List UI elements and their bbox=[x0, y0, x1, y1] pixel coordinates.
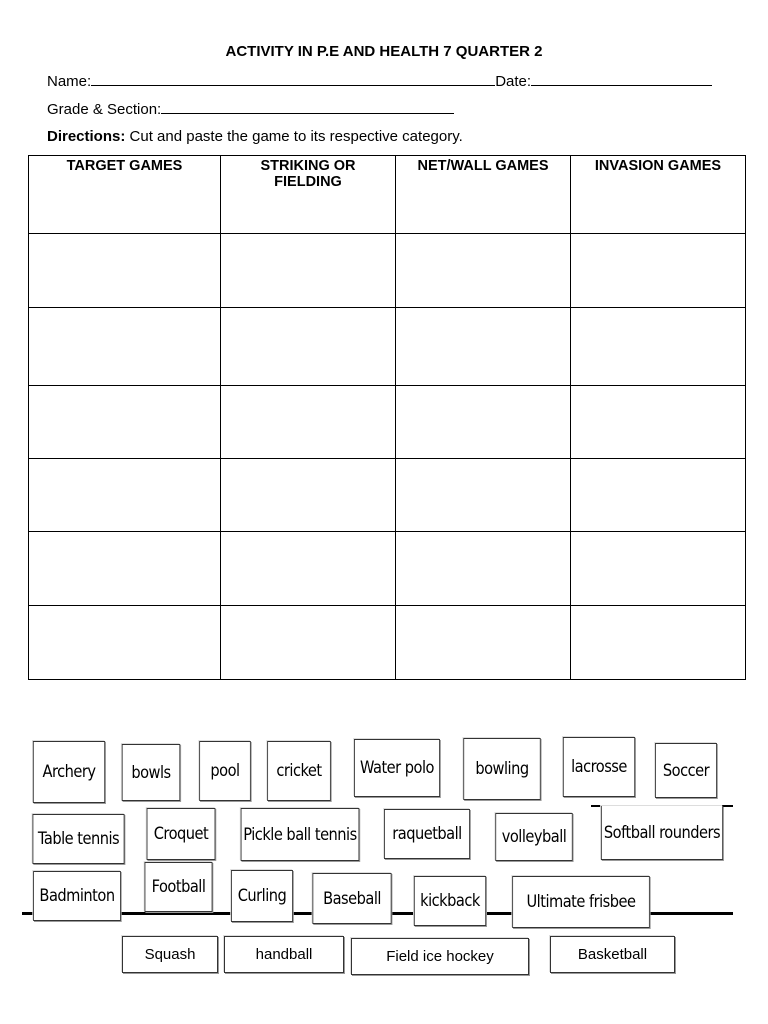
game-card-raquetball[interactable]: raquetball bbox=[384, 809, 470, 859]
column-header-striking-fielding: STRIKING OR FIELDING bbox=[221, 156, 396, 234]
grade-label: Grade & Section: bbox=[47, 101, 162, 118]
game-card-croquet[interactable]: Croquet bbox=[147, 808, 216, 860]
game-card-bowling[interactable]: bowling bbox=[463, 738, 540, 800]
table-cell[interactable] bbox=[29, 308, 221, 386]
table-cell[interactable] bbox=[396, 532, 571, 606]
game-card-soccer[interactable]: Soccer bbox=[655, 743, 717, 798]
game-card-volleyball[interactable]: volleyball bbox=[495, 813, 572, 861]
worksheet-title: ACTIVITY IN P.E AND HEALTH 7 QUARTER 2 bbox=[225, 43, 543, 60]
table-cell[interactable] bbox=[396, 459, 571, 532]
table-cell[interactable] bbox=[571, 532, 746, 606]
game-card-table-tennis[interactable]: Table tennis bbox=[32, 814, 124, 864]
name-blank[interactable] bbox=[91, 71, 495, 86]
table-cell[interactable] bbox=[221, 234, 396, 308]
table-cell[interactable] bbox=[29, 606, 221, 680]
game-card-cricket[interactable]: cricket bbox=[267, 741, 331, 801]
game-card-squash[interactable]: Squash bbox=[122, 936, 218, 973]
game-card-ultimate-frisbee[interactable]: Ultimate frisbee bbox=[512, 876, 650, 928]
table-cell[interactable] bbox=[396, 386, 571, 459]
date-label: Date: bbox=[495, 73, 532, 90]
game-card-football[interactable]: Football bbox=[145, 862, 213, 912]
table-cell[interactable] bbox=[396, 234, 571, 308]
table-row bbox=[29, 606, 746, 680]
table-cell[interactable] bbox=[29, 459, 221, 532]
directions-label: Directions: bbox=[47, 128, 126, 145]
table-row bbox=[29, 459, 746, 532]
table-cell[interactable] bbox=[396, 308, 571, 386]
game-card-basketball[interactable]: Basketball bbox=[550, 936, 675, 973]
table-cell[interactable] bbox=[571, 459, 746, 532]
directions-line bbox=[47, 128, 463, 145]
table-cell[interactable] bbox=[221, 386, 396, 459]
game-card-softball-rounders[interactable]: Softball rounders bbox=[601, 806, 723, 860]
game-card-water-polo[interactable]: Water polo bbox=[354, 739, 440, 797]
game-card-curling[interactable]: Curling bbox=[231, 870, 293, 922]
grade-blank[interactable] bbox=[161, 99, 454, 114]
table-cell[interactable] bbox=[221, 532, 396, 606]
game-card-handball[interactable]: handball bbox=[224, 936, 344, 973]
table-row bbox=[29, 234, 746, 308]
column-header-net-wall-games: NET/WALL GAMES bbox=[396, 156, 571, 234]
table-cell[interactable] bbox=[29, 386, 221, 459]
table-cell[interactable] bbox=[571, 234, 746, 308]
grade-line bbox=[47, 99, 454, 118]
table-cell[interactable] bbox=[571, 386, 746, 459]
table-cell[interactable] bbox=[221, 308, 396, 386]
game-card-kickback[interactable]: kickback bbox=[414, 876, 486, 926]
table-cell[interactable] bbox=[571, 606, 746, 680]
game-card-archery[interactable]: Archery bbox=[33, 741, 105, 803]
table-cell[interactable] bbox=[571, 308, 746, 386]
game-card-pool[interactable]: pool bbox=[199, 741, 251, 801]
table-cell[interactable] bbox=[396, 606, 571, 680]
game-card-baseball[interactable]: Baseball bbox=[312, 873, 391, 924]
table-row bbox=[29, 386, 746, 459]
game-card-bowls[interactable]: bowls bbox=[122, 744, 180, 801]
date-blank[interactable] bbox=[531, 71, 712, 86]
name-line bbox=[47, 71, 712, 90]
table-row bbox=[29, 532, 746, 606]
table-row bbox=[29, 308, 746, 386]
directions-text: Cut and paste the game to its respective category. bbox=[125, 128, 463, 145]
table-cell[interactable] bbox=[221, 606, 396, 680]
column-header-target-games: TARGET GAMES bbox=[29, 156, 221, 234]
table-cell[interactable] bbox=[221, 459, 396, 532]
table-cell[interactable] bbox=[29, 234, 221, 308]
category-table bbox=[28, 155, 746, 680]
game-card-badminton[interactable]: Badminton bbox=[33, 871, 121, 921]
game-card-field-ice-hockey[interactable]: Field ice hockey bbox=[351, 938, 529, 975]
game-card-pickle-ball-tennis[interactable]: Pickle ball tennis bbox=[241, 808, 360, 861]
table-cell[interactable] bbox=[29, 532, 221, 606]
game-card-lacrosse[interactable]: lacrosse bbox=[563, 737, 635, 797]
column-header-invasion-games: INVASION GAMES bbox=[571, 156, 746, 234]
name-label: Name: bbox=[47, 73, 92, 90]
